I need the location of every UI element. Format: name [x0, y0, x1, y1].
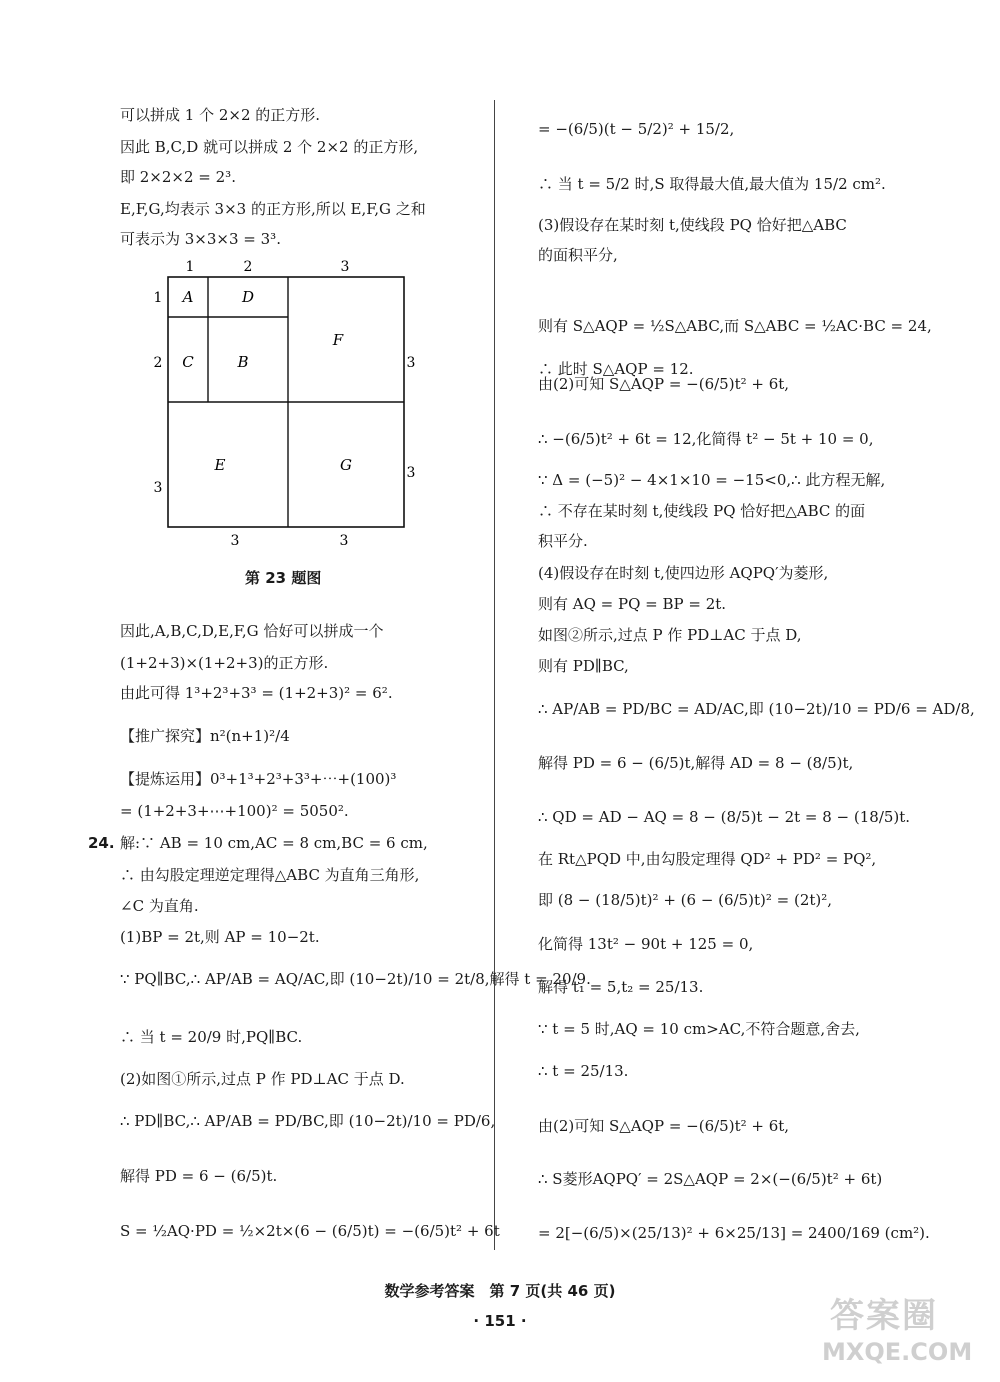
text-line: ∴ 当 t = 20/9 时,PQ∥BC.: [120, 1028, 303, 1046]
right-label: 3: [406, 355, 416, 371]
text-line: ∴ t = 25/13.: [538, 1062, 629, 1080]
text-line: ∴ S菱形AQPQ′ = 2S△AQP = 2×(−(6/5)t² + 6t): [538, 1170, 883, 1188]
bottom-label: 3: [230, 533, 240, 549]
bottom-label: 3: [339, 533, 349, 549]
top-label: 3: [340, 259, 350, 275]
text-line: 则有 S△AQP = ½S△ABC,而 S△ABC = ½AC·BC = 24,: [538, 317, 932, 335]
text-line: 化简得 13t² − 90t + 125 = 0,: [538, 935, 754, 953]
top-label: 1: [185, 259, 195, 275]
text-line: ∴ PD∥BC,∴ AP/AB = PD/BC,即 (10−2t)/10 = PD/6,: [120, 1112, 496, 1130]
text-line: 在 Rt△PQD 中,由勾股定理得 QD² + PD² = PQ²,: [538, 850, 877, 868]
cell-f-label: F: [332, 331, 344, 349]
figure-caption: 第 23 题图: [245, 569, 322, 587]
cell-e-label: E: [214, 456, 226, 474]
left-label: 3: [153, 480, 163, 496]
text-line: 因此 B,C,D 就可以拼成 2 个 2×2 的正方形,: [120, 138, 419, 156]
text-line: ∴ 当 t = 5/2 时,S 取得最大值,最大值为 15/2 cm².: [538, 175, 886, 193]
text-line: 可以拼成 1 个 2×2 的正方形.: [120, 106, 321, 124]
text-line: (3)假设存在某时刻 t,使线段 PQ 恰好把△ABC: [538, 216, 847, 234]
text-line: = 2[−(6/5)×(25/13)² + 6×25/13] = 2400/169 (cm²).: [538, 1224, 930, 1242]
text-line: = −(6/5)(t − 5/2)² + 15/2,: [538, 120, 735, 138]
text-line: 则有 PD∥BC,: [538, 657, 629, 675]
text-line: (1)BP = 2t,则 AP = 10−2t.: [120, 928, 320, 946]
text-line: 即 2×2×2 = 2³.: [120, 168, 236, 186]
text-line: 由(2)可知 S△AQP = −(6/5)t² + 6t,: [538, 375, 790, 393]
text-line: S = ½AQ·PD = ½×2t×(6 − (6/5)t) = −(6/5)t² + 6t: [120, 1222, 500, 1240]
cell-a-label: A: [182, 288, 194, 306]
footer-title: 数学参考答案 第 7 页(共 46 页): [384, 1282, 616, 1300]
text-line: (4)假设存在时刻 t,使四边形 AQPQ′为菱形,: [538, 564, 829, 582]
text-line: = (1+2+3+⋯+100)² = 5050².: [120, 802, 349, 820]
text-line: ∠C 为直角.: [120, 897, 199, 915]
cell-b-label: B: [237, 353, 249, 371]
text-line: 由此可得 1³+2³+3³ = (1+2+3)² = 6².: [120, 684, 393, 702]
left-label: 1: [153, 290, 163, 306]
text-line: (1+2+3)×(1+2+3)的正方形.: [120, 654, 329, 672]
watermark-url: MXQE.COM: [822, 1338, 973, 1366]
text-line: 由(2)可知 S△AQP = −(6/5)t² + 6t,: [538, 1117, 790, 1135]
text-line: 解:∵ AB = 10 cm,AC = 8 cm,BC = 6 cm,: [120, 834, 428, 852]
text-line: ∴ 此时 S△AQP = 12.: [538, 360, 694, 378]
text-line: ∵ PQ∥BC,∴ AP/AB = AQ/AC,即 (10−2t)/10 = 2t/8,解得 t = 20/9.: [120, 970, 591, 988]
cell-d-label: D: [241, 288, 255, 306]
text-line: 积平分.: [538, 532, 588, 550]
text-line: 解得 PD = 6 − (6/5)t,解得 AD = 8 − (8/5)t,: [538, 754, 854, 772]
text-line: ∴ AP/AB = PD/BC = AD/AC,即 (10−2t)/10 = PD/6 = AD/8,: [538, 700, 975, 718]
text-line: 即 (8 − (18/5)t)² + (6 − (6/5)t)² = (2t)²,: [538, 891, 833, 909]
text-line: ∴ −(6/5)t² + 6t = 12,化简得 t² − 5t + 10 = 0,: [538, 430, 874, 448]
text-line: 如图②所示,过点 P 作 PD⊥AC 于点 D,: [538, 626, 802, 644]
text-line: 因此,A,B,C,D,E,F,G 恰好可以拼成一个: [120, 622, 384, 640]
column-divider: [494, 100, 495, 1250]
cell-g-label: G: [340, 456, 352, 474]
text-line: 解得 PD = 6 − (6/5)t.: [120, 1167, 278, 1185]
text-line: ∴ 由勾股定理逆定理得△ABC 为直角三角形,: [120, 866, 420, 884]
square-figure: [148, 255, 418, 555]
text-line: ∴ QD = AD − AQ = 8 − (8/5)t − 2t = 8 − (18/5)t.: [538, 808, 911, 826]
text-line: 则有 AQ = PQ = BP = 2t.: [538, 595, 727, 613]
top-label: 2: [243, 259, 253, 275]
watermark-logo: 答案圈: [830, 1296, 938, 1336]
question-number: 24.: [88, 834, 115, 852]
text-line: ∴ 不存在某时刻 t,使线段 PQ 恰好把△ABC 的面: [538, 502, 866, 520]
cell-c-label: C: [182, 353, 194, 371]
text-line: ∵ Δ = (−5)² − 4×1×10 = −15<0,∴ 此方程无解,: [538, 471, 886, 489]
text-line: (2)如图①所示,过点 P 作 PD⊥AC 于点 D.: [120, 1070, 405, 1088]
left-label: 2: [153, 355, 163, 371]
text-line: 的面积平分,: [538, 246, 618, 264]
text-line: 【提炼运用】0³+1³+2³+3³+⋯+(100)³: [120, 770, 397, 788]
text-line: 可表示为 3×3×3 = 3³.: [120, 230, 281, 248]
text-line: 解得 t₁ = 5,t₂ = 25/13.: [538, 978, 704, 996]
page-number: · 151 ·: [473, 1312, 527, 1330]
right-label: 3: [406, 465, 416, 481]
text-line: ∵ t = 5 时,AQ = 10 cm>AC,不符合题意,舍去,: [538, 1020, 860, 1038]
text-line: 【推广探究】n²(n+1)²/4: [120, 727, 290, 745]
text-line: E,F,G,均表示 3×3 的正方形,所以 E,F,G 之和: [120, 200, 426, 218]
